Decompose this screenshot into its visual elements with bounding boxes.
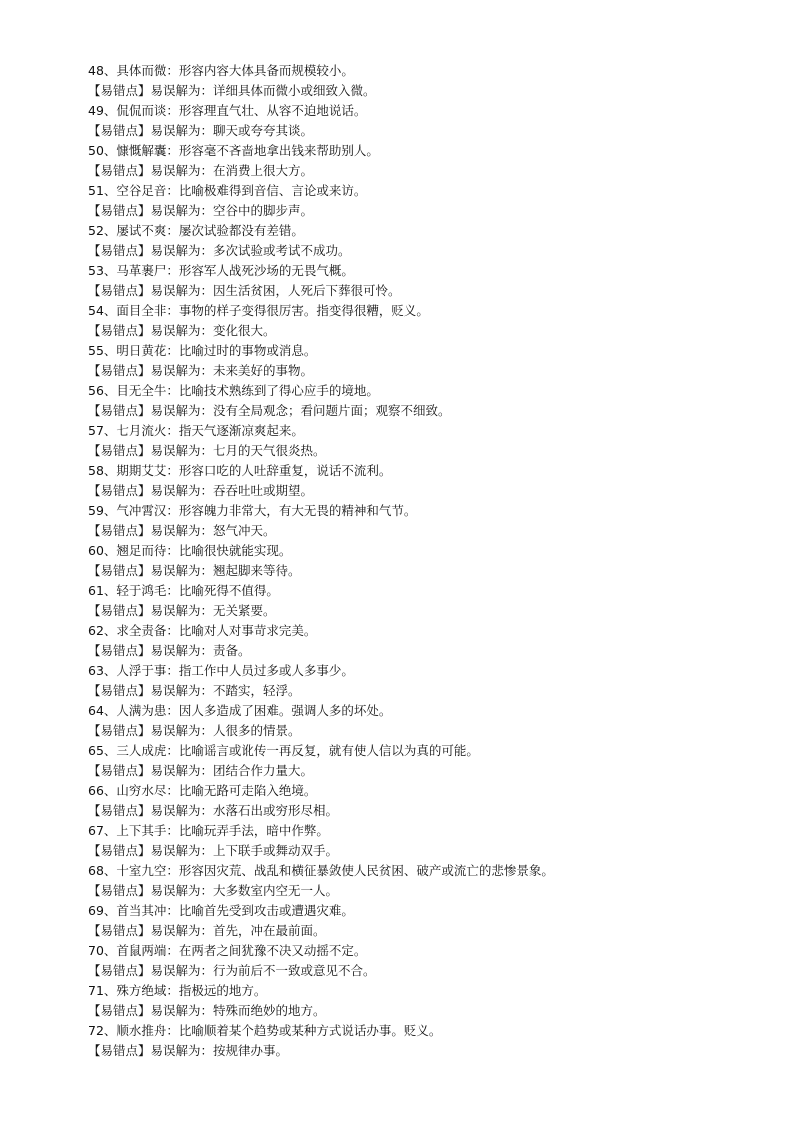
error-point-line: 【易错点】易误解为：没有全局观念；看问题片面；观察不细致。 [88,403,451,418]
error-point-line: 【易错点】易误解为：怒气冲天。 [88,523,276,538]
idiom-line: 71、殊方绝域：指极远的地方。 [88,983,267,998]
idiom-line: 56、目无全牛：比喻技术熟练到了得心应手的境地。 [88,383,379,398]
error-point-line: 【易错点】易误解为：详细具体而微小或细致入微。 [88,83,376,98]
idiom-line: 52、屡试不爽：屡次试验都没有差错。 [88,223,304,238]
idiom-line: 67、上下其手：比喻玩弄手法，暗中作弊。 [88,823,329,838]
idiom-line: 65、三人成虎：比喻谣言或讹传一再反复，就有使人信以为真的可能。 [88,743,479,758]
error-point-line: 【易错点】易误解为：聊天或夸夸其谈。 [88,123,314,138]
idiom-line: 48、具体而微：形容内容大体具备而规模较小。 [88,63,354,78]
error-point-line: 【易错点】易误解为：无关紧要。 [88,603,276,618]
idiom-line: 62、求全责备：比喻对人对事苛求完美。 [88,623,317,638]
error-point-line: 【易错点】易误解为：首先，冲在最前面。 [88,923,326,938]
idiom-line: 49、侃侃而谈：形容理直气壮、从容不迫地说话。 [88,103,367,118]
document-body [88,61,768,1061]
idiom-line: 68、十室九空：形容因灾荒、战乱和横征暴敛使人民贫困、破产或流亡的悲惨景象。 [88,863,554,878]
error-point-line: 【易错点】易误解为：按规律办事。 [88,1043,289,1058]
idiom-line: 60、翘足而待：比喻很快就能实现。 [88,543,292,558]
idiom-line: 64、人满为患：因人多造成了困难。强调人多的坏处。 [88,703,392,718]
idiom-line: 70、首鼠两端：在两者之间犹豫不决又动摇不定。 [88,943,367,958]
idiom-line: 54、面目全非：事物的样子变得很厉害。指变得很糟，贬义。 [88,303,429,318]
idiom-line: 66、山穷水尽：比喻无路可走陷入绝境。 [88,783,317,798]
idiom-line: 57、七月流火：指天气逐渐凉爽起来。 [88,423,304,438]
error-point-line: 【易错点】易误解为：团结合作力量大。 [88,763,314,778]
error-point-line: 【易错点】易误解为：七月的天气很炎热。 [88,443,326,458]
error-point-line: 【易错点】易误解为：不踏实，轻浮。 [88,683,301,698]
idiom-line: 72、顺水推舟：比喻顺着某个趋势或某种方式说话办事。贬义。 [88,1023,442,1038]
error-point-line: 【易错点】易误解为：大多数室内空无一人。 [88,883,339,898]
error-point-line: 【易错点】易误解为：行为前后不一致或意见不合。 [88,963,376,978]
error-point-line: 【易错点】易误解为：人很多的情景。 [88,723,301,738]
error-point-line: 【易错点】易误解为：未来美好的事物。 [88,363,314,378]
idiom-line: 51、空谷足音：比喻极难得到音信、言论或来访。 [88,183,367,198]
error-point-line: 【易错点】易误解为：责备。 [88,643,251,658]
error-point-line: 【易错点】易误解为：特殊而绝妙的地方。 [88,1003,326,1018]
error-point-line: 【易错点】易误解为：翘起脚来等待。 [88,563,301,578]
error-point-line: 【易错点】易误解为：空谷中的脚步声。 [88,203,314,218]
idiom-line: 69、首当其冲：比喻首先受到攻击或遭遇灾难。 [88,903,354,918]
idiom-line: 53、马革裹尸：形容军人战死沙场的无畏气概。 [88,263,354,278]
idiom-line: 55、明日黄花：比喻过时的事物或消息。 [88,343,317,358]
error-point-line: 【易错点】易误解为：在消费上很大方。 [88,163,314,178]
idiom-line: 50、慷慨解囊：形容毫不吝啬地拿出钱来帮助别人。 [88,143,379,158]
error-point-line: 【易错点】易误解为：因生活贫困，人死后下葬很可怜。 [88,283,401,298]
error-point-line: 【易错点】易误解为：变化很大。 [88,323,276,338]
idiom-line: 61、轻于鸿毛：比喻死得不值得。 [88,583,279,598]
idiom-line: 63、人浮于事：指工作中人员过多或人多事少。 [88,663,354,678]
error-point-line: 【易错点】易误解为：吞吞吐吐或期望。 [88,483,314,498]
error-point-line: 【易错点】易误解为：上下联手或舞动双手。 [88,843,339,858]
error-point-line: 【易错点】易误解为：水落石出或穷形尽相。 [88,803,339,818]
idiom-line: 59、气冲霄汉：形容魄力非常大，有大无畏的精神和气节。 [88,503,417,518]
idiom-line: 58、期期艾艾：形容口吃的人吐辞重复，说话不流利。 [88,463,392,478]
error-point-line: 【易错点】易误解为：多次试验或考试不成功。 [88,243,351,258]
